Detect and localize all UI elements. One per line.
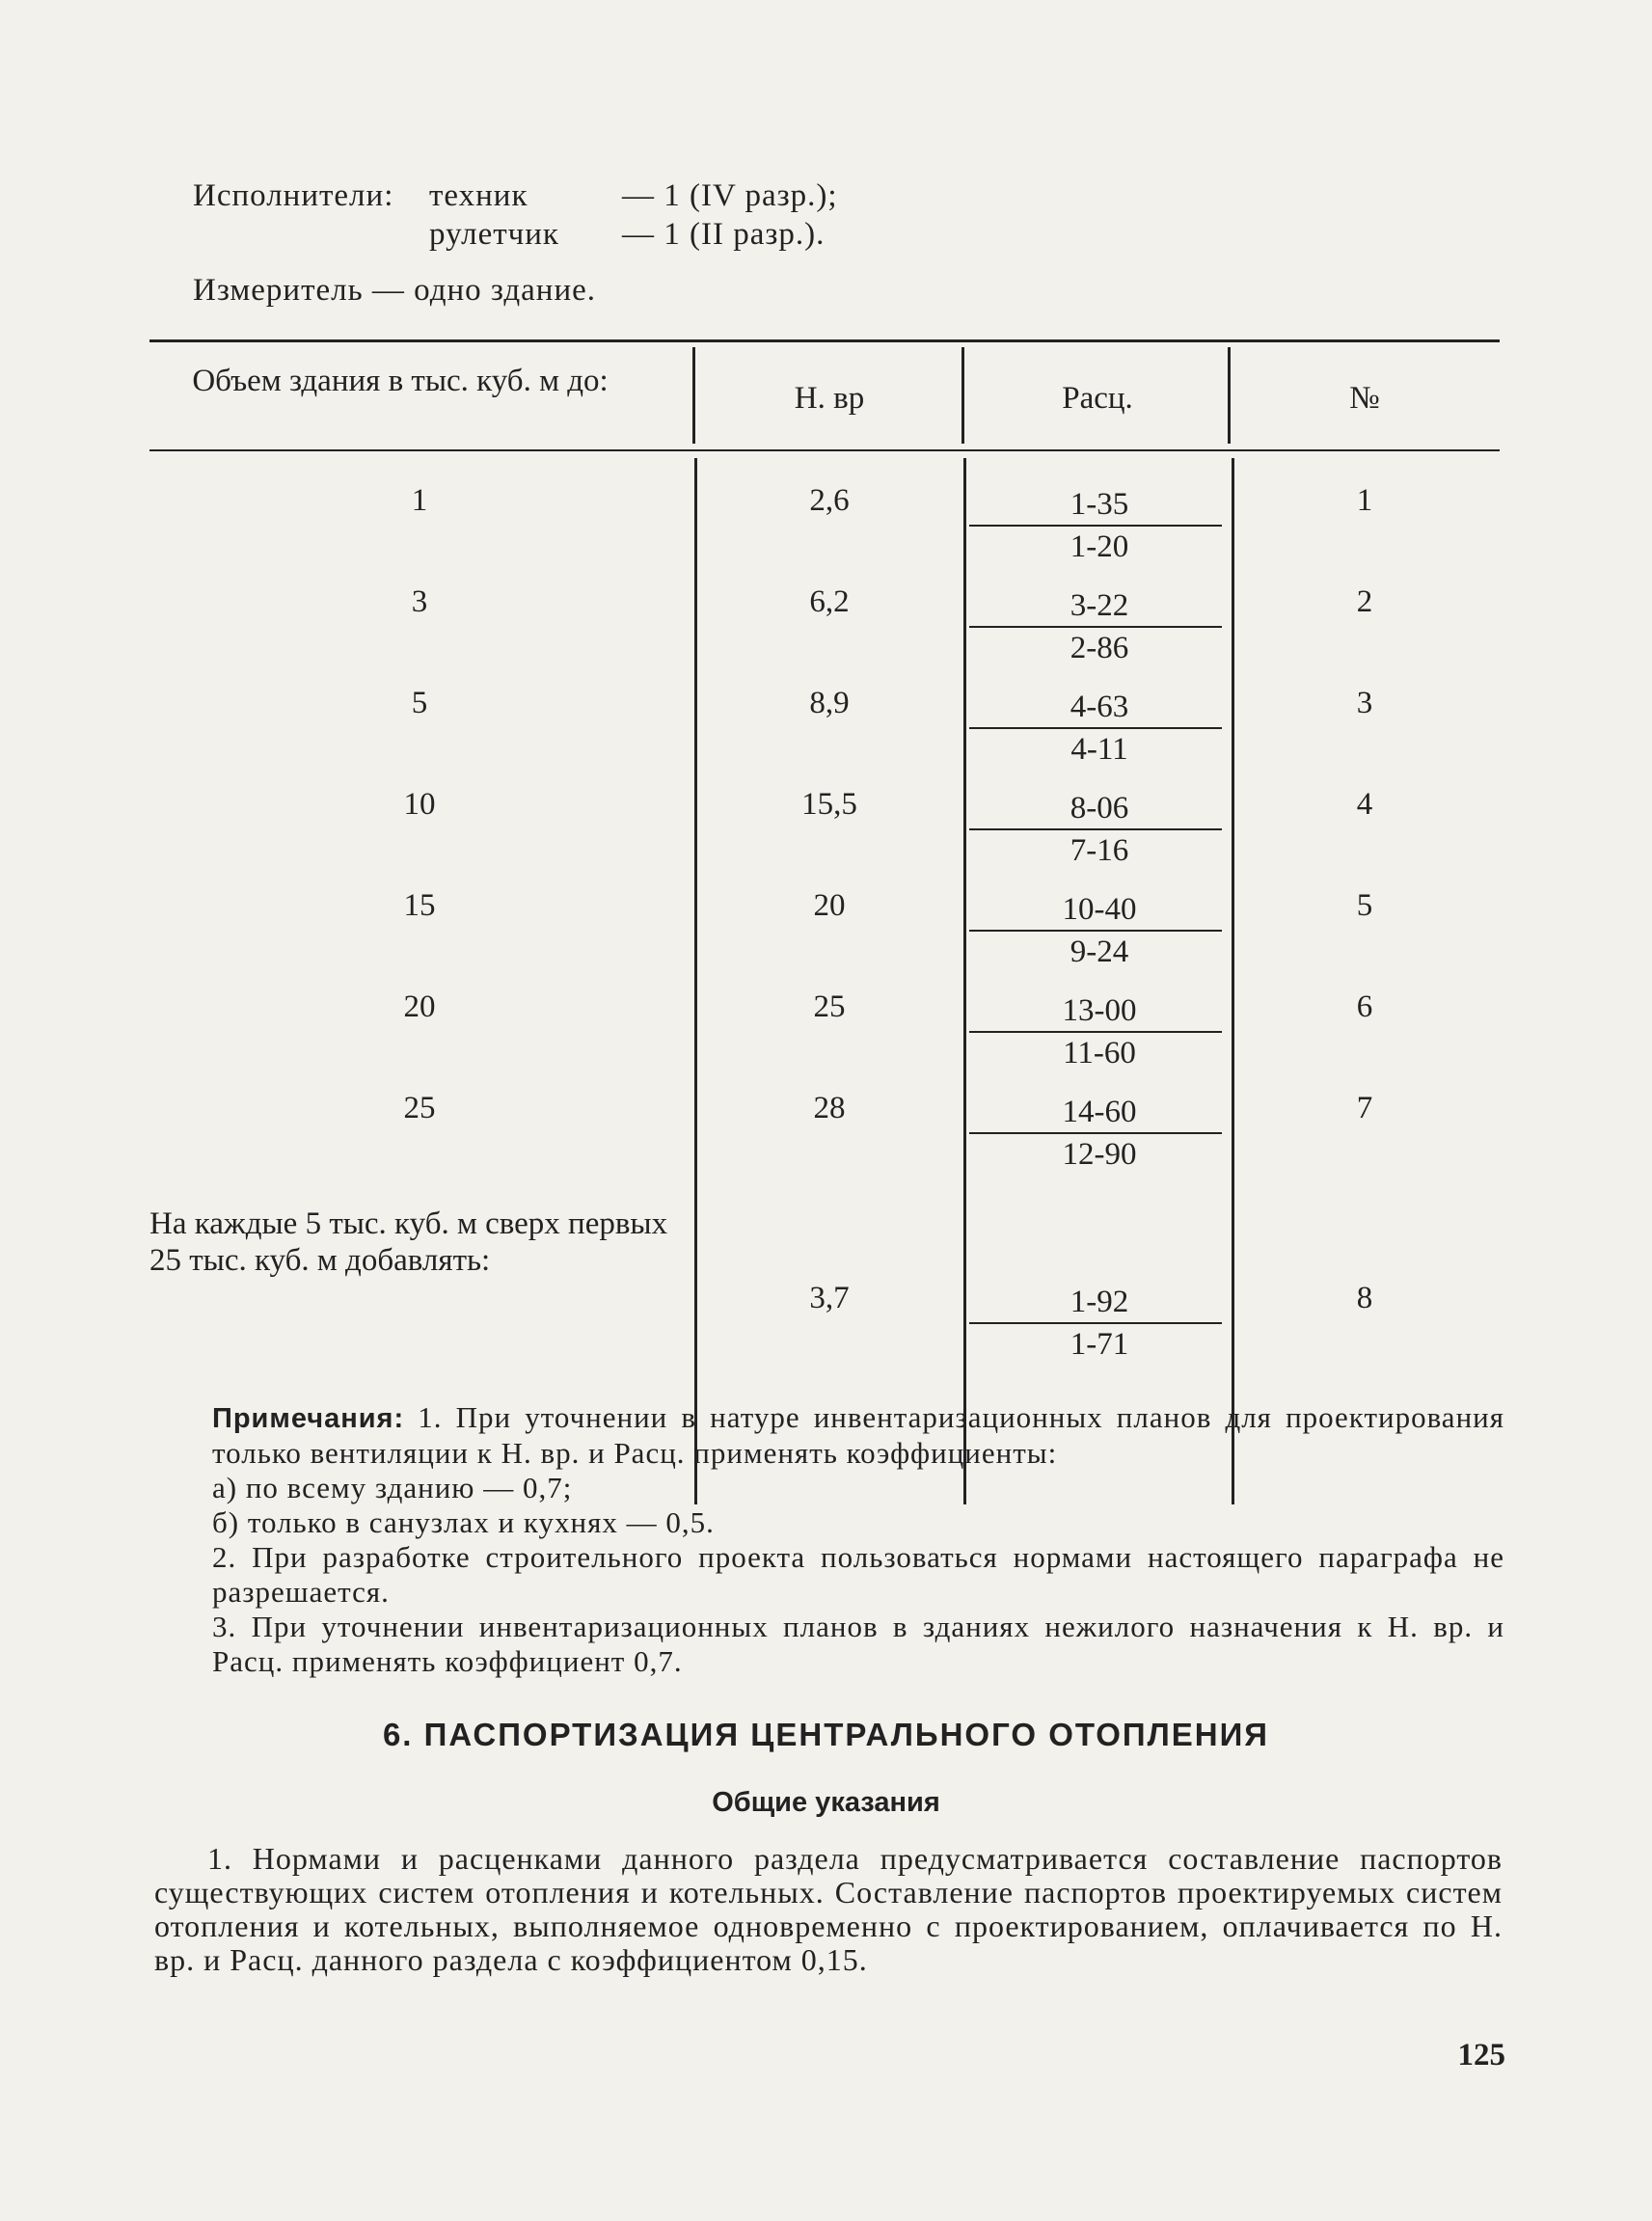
cell-number: 6	[1356, 989, 1373, 1024]
cell-norm: 20	[813, 888, 846, 923]
cell-rate-top: 4-63	[1070, 690, 1129, 724]
performers-label: Исполнители:	[193, 178, 394, 213]
note-2: 2. При разработке строительного проекта пользоваться нормами настоящего параграфа не разрешается.	[212, 1540, 1504, 1609]
section-title: 6. ПАСПОРТИЗАЦИЯ ЦЕНТРАЛЬНОГО ОТОПЛЕНИЯ	[382, 1717, 1270, 1752]
cell-rate-top: 14-60	[1062, 1095, 1137, 1129]
cell-volume: 15	[403, 888, 436, 923]
cell-rate-top: 1-92	[1070, 1285, 1129, 1319]
cell-volume: 5	[411, 686, 428, 720]
cell-rate-top: 3-22	[1070, 588, 1129, 623]
column-divider	[961, 347, 964, 444]
rate-divider	[969, 1132, 1222, 1134]
cell-norm: 15,5	[801, 787, 857, 822]
rate-divider	[969, 1031, 1222, 1033]
body-paragraph: 1. Нормами и расценками данного раздела предусматривается составление паспортов существующих систем отопления и котельных. Составление паспортов проектируемых систем отопления и котельных, выполняемое одновременно с проектированием, оплачивается по Н. вр. и Расц. данного раздела с коэффициентом 0,15.	[154, 1841, 1503, 1977]
cell-norm: 3,7	[809, 1281, 850, 1315]
measure-unit: Измеритель — одно здание.	[193, 273, 597, 308]
cell-norm: 2,6	[809, 483, 850, 518]
column-divider	[963, 458, 966, 1504]
cell-rate-top: 1-35	[1070, 487, 1129, 522]
column-divider	[692, 347, 695, 444]
cell-volume: 3	[411, 584, 428, 619]
table-top-rule	[149, 339, 1500, 342]
page-number: 125	[1457, 2038, 1505, 2072]
cell-number: 3	[1356, 686, 1373, 720]
cell-norm: 6,2	[809, 584, 850, 619]
cell-rate-bottom: 9-24	[1070, 934, 1129, 969]
body-text	[154, 1842, 1503, 1977]
cell-volume: 1	[411, 483, 428, 518]
cell-number: 5	[1356, 888, 1373, 923]
performer-role: рулетчик	[429, 217, 559, 252]
rate-divider	[969, 828, 1222, 830]
rate-divider	[969, 930, 1222, 932]
cell-rate-bottom: 1-20	[1070, 529, 1129, 564]
column-divider	[694, 458, 697, 1504]
table-header-rule	[149, 449, 1500, 451]
notes-block	[154, 1400, 1504, 1679]
cell-norm: 25	[813, 989, 846, 1024]
cell-number: 7	[1356, 1091, 1373, 1125]
performer-row	[193, 215, 838, 254]
cell-rate-top: 8-06	[1070, 791, 1129, 826]
performers-block	[193, 176, 838, 254]
cell-norm: 8,9	[809, 686, 850, 720]
header-rate: Расц.	[1062, 381, 1133, 416]
cell-rate-bottom: 2-86	[1070, 631, 1129, 665]
cell-norm: 28	[813, 1091, 846, 1125]
performer-count: — 1 (II разр.).	[622, 217, 826, 252]
note-1a: а) по всему зданию — 0,7;	[212, 1471, 573, 1504]
performer-role: техник	[429, 178, 528, 213]
cell-rate-top: 10-40	[1062, 892, 1137, 927]
cell-number: 1	[1356, 483, 1373, 518]
cell-rate-bottom: 11-60	[1063, 1036, 1136, 1070]
header-volume: Объем здания в тыс. куб. м до:	[192, 364, 609, 398]
performer-count: — 1 (IV разр.);	[622, 178, 838, 213]
cell-number: 8	[1356, 1281, 1373, 1315]
note-1b: б) только в санузлах и кухнях — 0,5.	[212, 1505, 715, 1539]
note-3: 3. При уточнении инвентаризационных планов в зданиях нежилого назначения к Н. вр. и Расц. применять коэффициент 0,7.	[212, 1610, 1504, 1678]
subsection-title: Общие указания	[712, 1787, 940, 1818]
rate-divider	[969, 727, 1222, 729]
rate-divider	[969, 525, 1222, 527]
cell-rate-bottom: 4-11	[1070, 732, 1128, 767]
column-divider	[1228, 347, 1231, 444]
cell-rate-bottom: 12-90	[1062, 1137, 1137, 1172]
cell-number: 2	[1356, 584, 1373, 619]
cell-rate-bottom: 1-71	[1070, 1327, 1129, 1362]
rate-divider	[969, 626, 1222, 628]
rate-divider	[969, 1322, 1222, 1324]
cell-rate-top: 13-00	[1062, 993, 1137, 1028]
performer-row	[193, 176, 838, 215]
header-number: №	[1349, 381, 1380, 416]
cell-volume-extra: На каждые 5 тыс. куб. м сверх первых 25 тыс. куб. м добавлять:	[149, 1206, 668, 1278]
cell-number: 4	[1356, 787, 1373, 822]
cell-rate-bottom: 7-16	[1070, 833, 1129, 868]
header-norm: Н. вр	[794, 381, 865, 416]
note-1: Примечания: 1. При уточнении в натуре инвентаризационных планов для проектирования только вентиляции к Н. вр. и Расц. применять коэффициенты:	[212, 1400, 1505, 1470]
notes-label: Примечания:	[212, 1403, 405, 1434]
cell-volume: 20	[403, 989, 436, 1024]
cell-volume: 25	[403, 1091, 436, 1125]
cell-volume: 10	[403, 787, 436, 822]
